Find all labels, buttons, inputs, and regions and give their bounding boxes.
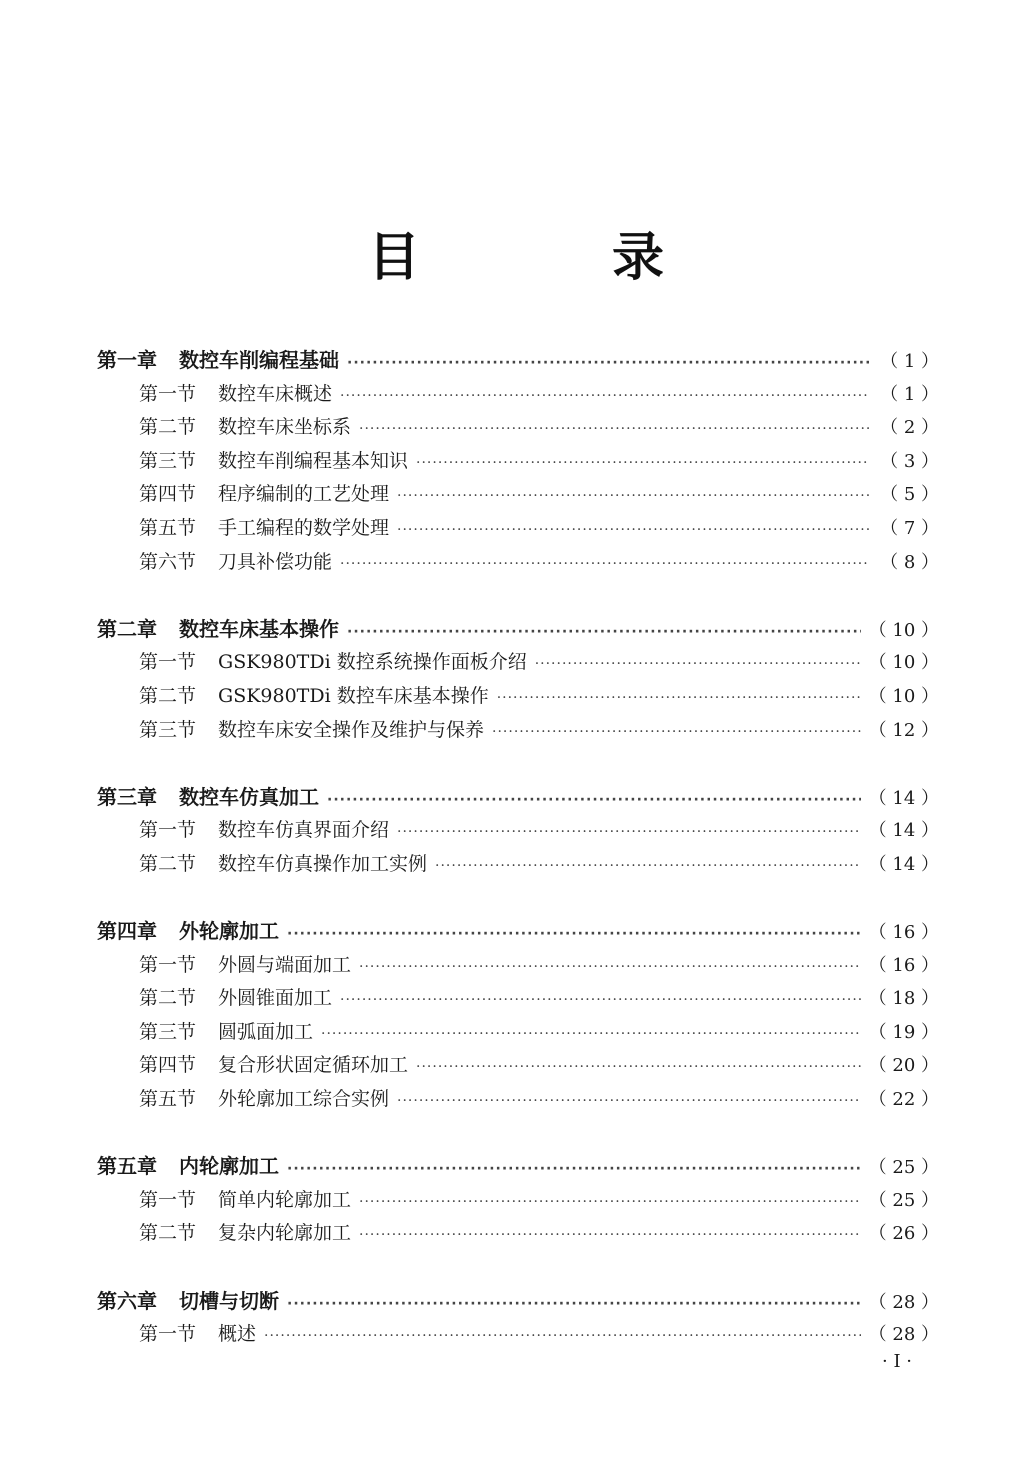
section-entry[interactable]	[97, 982, 939, 1016]
dot-leader	[287, 1153, 861, 1187]
dot-leader	[497, 682, 861, 716]
page-number: （ 10 ）	[868, 619, 939, 641]
dot-leader	[416, 447, 869, 481]
chapter-title: 外轮廓加工	[179, 919, 279, 944]
section-number: 第六节	[139, 550, 197, 573]
dot-leader	[347, 347, 869, 381]
section-title: 数控车削编程基本知识	[218, 449, 409, 472]
page-number: （ 14 ）	[868, 853, 939, 875]
dot-leader	[287, 918, 861, 952]
dot-leader	[492, 716, 861, 750]
page-number: （ 1 ）	[880, 383, 939, 405]
section-number: 第三节	[139, 449, 197, 472]
section-number: 第一节	[139, 1188, 197, 1211]
section-title: 复杂内轮廓加工	[218, 1222, 352, 1245]
section-number: 第四节	[139, 483, 197, 506]
page-folio: · I ·	[882, 1351, 912, 1372]
section-number: 第二节	[139, 987, 197, 1010]
dot-leader	[264, 1320, 861, 1354]
section-entry[interactable]	[97, 1318, 939, 1352]
dot-leader	[397, 1085, 861, 1119]
dot-leader	[340, 984, 861, 1018]
chapter-entry[interactable]	[97, 915, 939, 949]
section-entry[interactable]	[97, 848, 939, 882]
section-number: 第一节	[139, 651, 197, 674]
section-entry[interactable]	[97, 378, 939, 412]
section-title: GSK980TDi 数控车床基本操作	[218, 684, 489, 707]
section-entry[interactable]	[97, 814, 939, 848]
section-entry[interactable]	[97, 680, 939, 714]
section-entry[interactable]	[97, 411, 939, 445]
page-number: （ 3 ）	[880, 450, 939, 472]
section-number: 第一节	[139, 953, 197, 976]
chapter-number: 第六章	[97, 1288, 157, 1313]
page-number: （ 2 ）	[880, 417, 939, 439]
dot-leader	[359, 1186, 861, 1220]
chapter-entry[interactable]	[97, 344, 939, 378]
page-number: （ 28 ）	[868, 1291, 939, 1313]
section-title: GSK980TDi 数控系统操作面板介绍	[218, 651, 527, 674]
section-number: 第一节	[139, 1323, 197, 1346]
section-entry[interactable]	[97, 1016, 939, 1050]
chapter-entry[interactable]	[97, 1285, 939, 1319]
section-title: 数控车仿真界面介绍	[218, 819, 390, 842]
page-number: （ 14 ）	[868, 820, 939, 842]
dot-leader	[359, 1219, 861, 1253]
section-number: 第二节	[139, 684, 197, 707]
page-number: （ 14 ）	[868, 787, 939, 809]
dot-leader	[535, 648, 861, 682]
chapter-title: 内轮廓加工	[179, 1154, 279, 1179]
section-title: 手工编程的数学处理	[218, 516, 390, 539]
section-entry[interactable]	[97, 1184, 939, 1218]
chapter-title: 切槽与切断	[179, 1288, 279, 1313]
section-number: 第三节	[139, 718, 197, 741]
section-number: 第三节	[139, 1020, 197, 1043]
chapter-gap	[97, 579, 939, 613]
section-title: 外轮廓加工综合实例	[218, 1088, 390, 1111]
page-number: （ 26 ）	[868, 1223, 939, 1245]
page-number: （ 7 ）	[880, 517, 939, 539]
chapter-number: 第一章	[97, 348, 157, 372]
section-entry[interactable]	[97, 546, 939, 580]
chapter-entry[interactable]	[97, 1150, 939, 1184]
page-number: （ 25 ）	[868, 1157, 939, 1179]
page-number: （ 22 ）	[868, 1089, 939, 1111]
section-title: 数控车床坐标系	[218, 416, 352, 439]
section-number: 第二节	[139, 852, 197, 875]
dot-leader	[416, 1051, 861, 1085]
page-number: （ 28 ）	[868, 1324, 939, 1346]
page-number: （ 5 ）	[880, 484, 939, 506]
chapter-gap	[97, 747, 939, 781]
section-title: 复合形状固定循环加工	[218, 1054, 409, 1077]
section-title: 数控车床安全操作及维护与保养	[218, 718, 485, 741]
dot-leader	[327, 784, 861, 818]
page-number: （ 20 ）	[868, 1055, 939, 1077]
section-number: 第五节	[139, 516, 197, 539]
page-number: （ 10 ）	[868, 652, 939, 674]
section-entry[interactable]	[97, 512, 939, 546]
section-title: 刀具补偿功能	[218, 550, 333, 573]
dot-leader	[435, 850, 861, 884]
section-title: 数控车仿真操作加工实例	[218, 852, 428, 875]
section-title: 数控车床概述	[218, 382, 333, 405]
dot-leader	[287, 1288, 861, 1322]
section-number: 第四节	[139, 1054, 197, 1077]
table-of-contents	[97, 344, 939, 1352]
chapter-title: 数控车削编程基础	[179, 348, 339, 372]
section-number: 第一节	[139, 819, 197, 842]
page-number: （ 8 ）	[880, 551, 939, 573]
dot-leader	[397, 514, 869, 548]
section-number: 第二节	[139, 416, 197, 439]
section-entry[interactable]	[97, 445, 939, 479]
chapter-gap	[97, 882, 939, 916]
dot-leader	[397, 816, 861, 850]
chapter-entry[interactable]	[97, 613, 939, 647]
section-entry[interactable]	[97, 1049, 939, 1083]
page-number: （ 19 ）	[868, 1021, 939, 1043]
page-number: （ 16 ）	[868, 922, 939, 944]
page-number: （ 10 ）	[868, 685, 939, 707]
dot-leader	[359, 951, 861, 985]
page-number: （ 12 ）	[868, 719, 939, 741]
section-title: 外圆与端面加工	[218, 953, 352, 976]
chapter-gap	[97, 1117, 939, 1151]
section-entry[interactable]	[97, 949, 939, 983]
section-title: 圆弧面加工	[218, 1020, 314, 1043]
dot-leader	[397, 480, 869, 514]
dot-leader	[359, 413, 869, 447]
section-title: 简单内轮廓加工	[218, 1188, 352, 1211]
chapter-number: 第四章	[97, 919, 157, 944]
page-number: （ 16 ）	[868, 954, 939, 976]
chapter-title: 数控车床基本操作	[179, 616, 339, 641]
chapter-gap	[97, 1251, 939, 1285]
page-title: 目 录	[367, 228, 734, 288]
section-number: 第二节	[139, 1222, 197, 1245]
section-entry[interactable]	[97, 1217, 939, 1251]
dot-leader	[321, 1018, 861, 1052]
section-title: 概述	[218, 1323, 257, 1346]
chapter-number: 第三章	[97, 784, 157, 809]
section-number: 第一节	[139, 382, 197, 405]
dot-leader	[340, 548, 869, 582]
section-entry[interactable]	[97, 646, 939, 680]
dot-leader	[340, 380, 869, 414]
section-entry[interactable]	[97, 714, 939, 748]
section-number: 第五节	[139, 1088, 197, 1111]
chapter-title: 数控车仿真加工	[179, 784, 319, 809]
page-number: （ 1 ）	[880, 351, 939, 372]
section-title: 外圆锥面加工	[218, 987, 333, 1010]
dot-leader	[347, 616, 861, 650]
chapter-number: 第五章	[97, 1154, 157, 1179]
chapter-entry[interactable]	[97, 781, 939, 815]
chapter-number: 第二章	[97, 616, 157, 641]
section-entry[interactable]	[97, 478, 939, 512]
page-number: （ 18 ）	[868, 988, 939, 1010]
section-title: 程序编制的工艺处理	[218, 483, 390, 506]
page-number: （ 25 ）	[868, 1189, 939, 1211]
section-entry[interactable]	[97, 1083, 939, 1117]
